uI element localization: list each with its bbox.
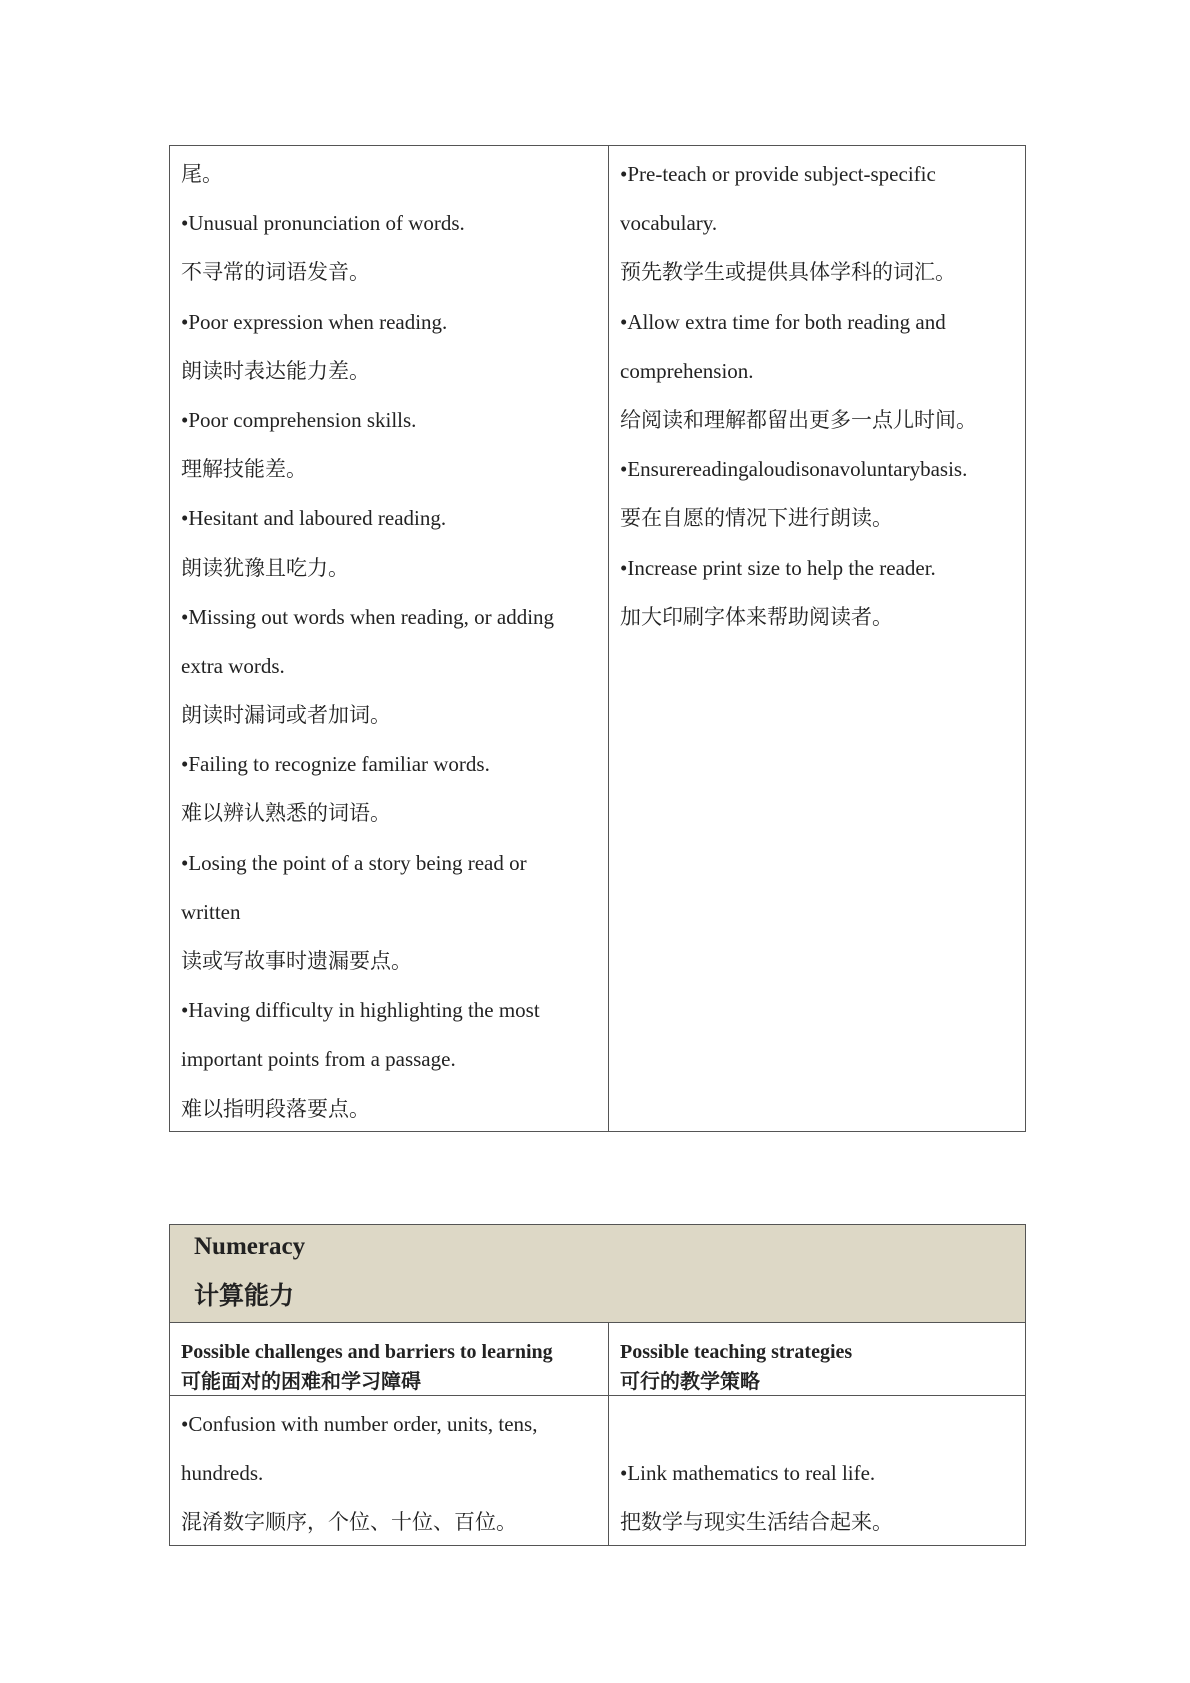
text-line: •Link mathematics to real life. [620, 1461, 876, 1486]
text-line: •Hesitant and laboured reading. [181, 506, 447, 531]
challenges-column [170, 146, 609, 1131]
text-line: written [181, 899, 241, 924]
text-line: •Increase print size to help the reader. [620, 555, 936, 580]
text-line: 朗读时漏词或者加词。 [181, 703, 391, 728]
column-header-row [170, 1323, 1025, 1396]
challenges-text [181, 154, 600, 1138]
text-line: 理解技能差。 [181, 457, 307, 482]
reading-difficulties-table [169, 145, 1026, 1132]
text-line: extra words. [181, 653, 285, 678]
text-line: 混淆数字顺序，个位、十位、百位。 [181, 1510, 517, 1535]
text-line: •Allow extra time for both reading and [620, 309, 946, 334]
text-line: 不寻常的词语发音。 [181, 260, 370, 285]
text-line [620, 1404, 1017, 1453]
strategies-text [620, 154, 1017, 646]
challenges-text [181, 1404, 600, 1552]
text-line: •Poor comprehension skills. [181, 407, 417, 432]
challenges-header [170, 1323, 609, 1395]
text-line: •Ensurereadingaloudisonavoluntarybasis. [620, 457, 968, 482]
text-line: hundreds. [181, 1461, 264, 1486]
strategies-header-zh: 可行的教学策略 [620, 1371, 760, 1393]
numeracy-body-row [170, 1396, 1025, 1545]
text-line: •Confusion with number order, units, tens, [181, 1412, 538, 1436]
numeracy-table [169, 1224, 1026, 1546]
strategies-header [609, 1323, 1025, 1395]
text-line: 朗读犹豫且吃力。 [181, 555, 349, 580]
text-line: 难以指明段落要点。 [181, 1096, 370, 1121]
text-line: 加大印刷字体来帮助阅读者。 [620, 604, 893, 629]
section-title-en: Numeracy [194, 1233, 306, 1260]
text-line: •Having difficulty in highlighting the most [181, 998, 540, 1023]
text-line: 把数学与现实生活结合起来。 [620, 1510, 893, 1535]
numeracy-section-header [170, 1225, 1025, 1323]
challenges-header-en: Possible challenges and barriers to learning [181, 1341, 553, 1363]
text-line: 读或写故事时遗漏要点。 [181, 949, 412, 973]
strategies-column [609, 1396, 1025, 1545]
text-line: 尾。 [181, 162, 223, 186]
strategies-column [609, 146, 1025, 1131]
text-line: •Failing to recognize familiar words. [181, 752, 490, 777]
text-line: vocabulary. [620, 211, 718, 236]
text-line: 朗读时表达能力差。 [181, 358, 370, 383]
text-line: •Pre-teach or provide subject-specific [620, 162, 936, 186]
strategies-header-en: Possible teaching strategies [620, 1341, 853, 1363]
text-line: 给阅读和理解都留出更多一点儿时间。 [620, 407, 977, 432]
text-line: •Unusual pronunciation of words. [181, 211, 465, 236]
text-line: 难以辨认熟悉的词语。 [181, 801, 391, 826]
text-line: 预先教学生或提供具体学科的词汇。 [620, 260, 956, 285]
text-line: 要在自愿的情况下进行朗读。 [620, 506, 893, 531]
text-line: •Missing out words when reading, or adding [181, 604, 555, 629]
text-line: •Poor expression when reading. [181, 309, 448, 334]
strategies-text [620, 1404, 1017, 1552]
challenges-header-zh: 可能面对的困难和学习障碍 [181, 1371, 421, 1393]
text-line: comprehension. [620, 358, 754, 383]
section-title-zh: 计算能力 [194, 1283, 295, 1310]
text-line: •Losing the point of a story being read or [181, 850, 527, 875]
text-line: important points from a passage. [181, 1047, 456, 1072]
challenges-column [170, 1396, 609, 1545]
